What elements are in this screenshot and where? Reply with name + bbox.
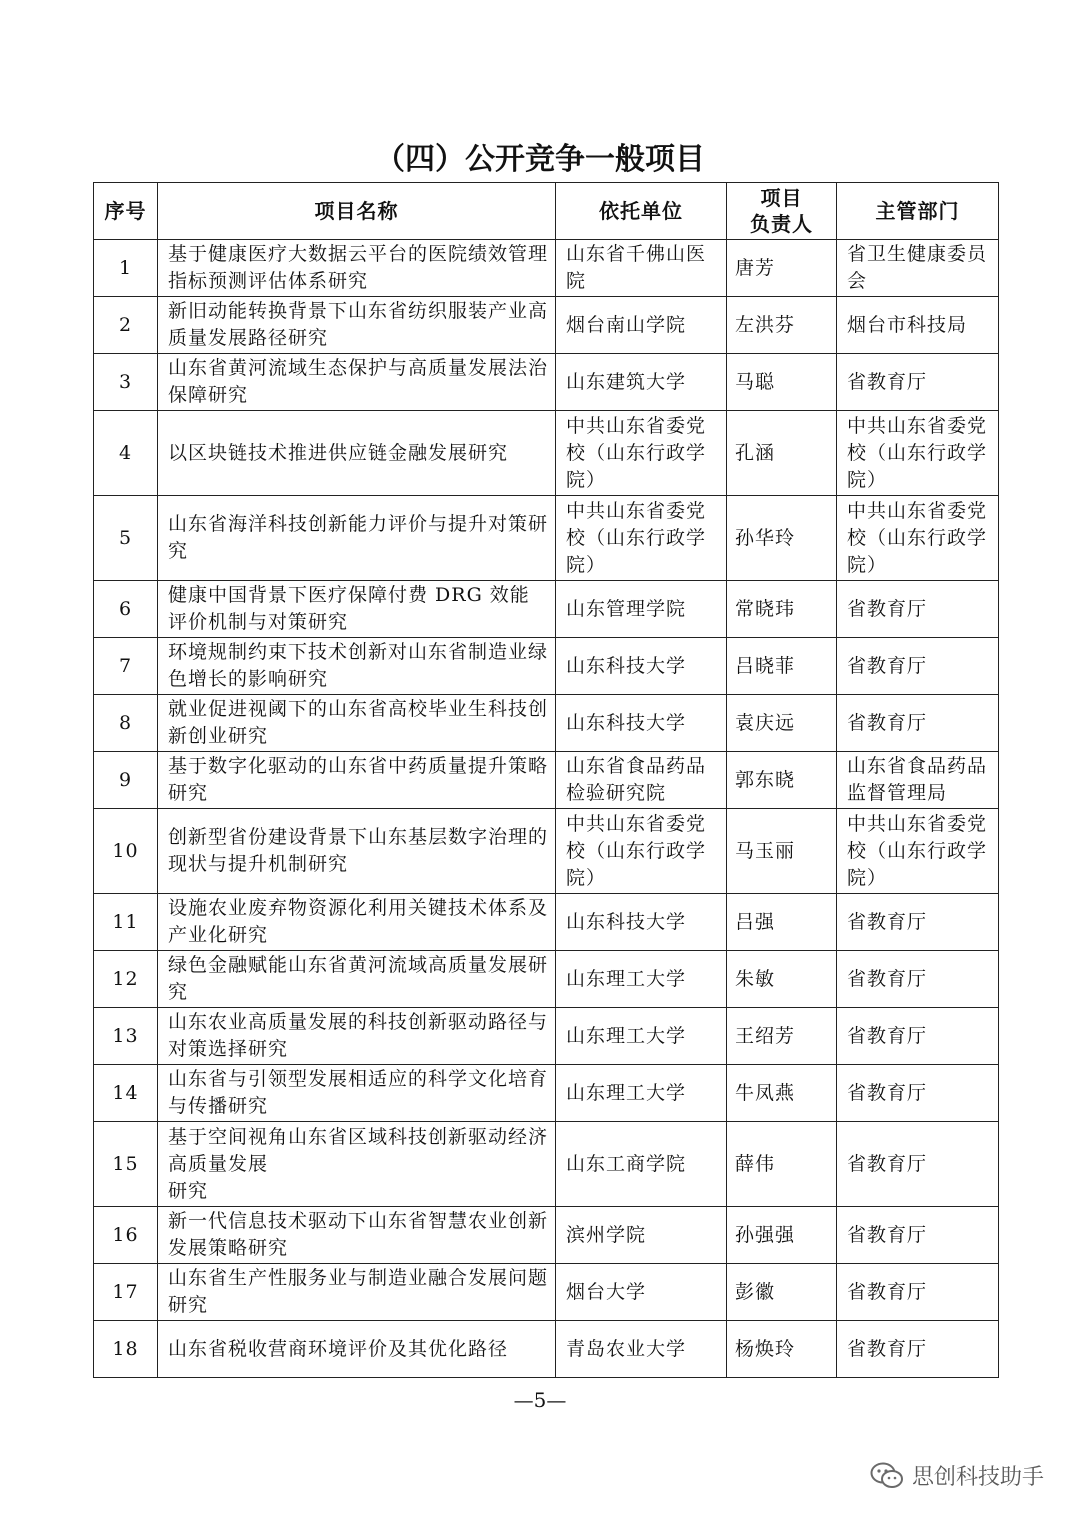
table-row xyxy=(94,1065,999,1122)
row-dept: 省教育厅 xyxy=(837,1065,999,1122)
header-dept: 主管部门 xyxy=(837,183,999,240)
row-name: 山东省与引领型发展相适应的科学文化培育与传播研究 xyxy=(158,1065,556,1122)
row-name: 就业促进视阈下的山东省高校毕业生科技创新创业研究 xyxy=(158,695,556,752)
row-person: 马玉丽 xyxy=(727,809,837,894)
row-name: 以区块链技术推进供应链金融发展研究 xyxy=(158,411,556,496)
table-row xyxy=(94,1264,999,1321)
row-unit: 山东工商学院 xyxy=(556,1122,727,1207)
row-dept: 省教育厅 xyxy=(837,951,999,1008)
table-row xyxy=(94,752,999,809)
row-dept: 中共山东省委党校（山东行政学院） xyxy=(837,809,999,894)
row-unit: 中共山东省委党校（山东行政学院） xyxy=(556,809,727,894)
header-person xyxy=(727,183,837,240)
table-row xyxy=(94,240,999,297)
table-row xyxy=(94,894,999,951)
row-dept: 中共山东省委党校（山东行政学院） xyxy=(837,411,999,496)
row-num: 5 xyxy=(94,496,158,581)
row-num: 4 xyxy=(94,411,158,496)
row-dept: 省教育厅 xyxy=(837,1122,999,1207)
row-name: 山东省海洋科技创新能力评价与提升对策研究 xyxy=(158,496,556,581)
row-name: 山东农业高质量发展的科技创新驱动路径与对策选择研究 xyxy=(158,1008,556,1065)
row-person: 朱敏 xyxy=(727,951,837,1008)
row-num: 18 xyxy=(94,1321,158,1378)
row-person: 薛伟 xyxy=(727,1122,837,1207)
table-row xyxy=(94,411,999,496)
row-person: 吕强 xyxy=(727,894,837,951)
header-person-line2: 负责人 xyxy=(750,212,813,236)
row-person: 袁庆远 xyxy=(727,695,837,752)
table-row xyxy=(94,809,999,894)
row-name: 环境规制约束下技术创新对山东省制造业绿色增长的影响研究 xyxy=(158,638,556,695)
row-num: 14 xyxy=(94,1065,158,1122)
row-person: 王绍芳 xyxy=(727,1008,837,1065)
row-person: 孙华玲 xyxy=(727,496,837,581)
row-person: 孙强强 xyxy=(727,1207,837,1264)
table-row xyxy=(94,951,999,1008)
row-person: 郭东晓 xyxy=(727,752,837,809)
row-dept: 省教育厅 xyxy=(837,1321,999,1378)
row-unit: 烟台大学 xyxy=(556,1264,727,1321)
row-person: 孔涵 xyxy=(727,411,837,496)
row-name: 创新型省份建设背景下山东基层数字治理的现状与提升机制研究 xyxy=(158,809,556,894)
row-person: 左洪芬 xyxy=(727,297,837,354)
row-dept: 省教育厅 xyxy=(837,1207,999,1264)
row-num: 8 xyxy=(94,695,158,752)
row-name: 绿色金融赋能山东省黄河流域高质量发展研究 xyxy=(158,951,556,1008)
row-unit: 山东管理学院 xyxy=(556,581,727,638)
table-row xyxy=(94,1122,999,1207)
row-num: 9 xyxy=(94,752,158,809)
row-unit: 山东科技大学 xyxy=(556,638,727,695)
header-num: 序号 xyxy=(94,183,158,240)
row-name: 山东省黄河流域生态保护与高质量发展法治保障研究 xyxy=(158,354,556,411)
row-num: 3 xyxy=(94,354,158,411)
row-person: 马聪 xyxy=(727,354,837,411)
watermark xyxy=(870,1460,1044,1491)
table-row xyxy=(94,638,999,695)
table-row xyxy=(94,1207,999,1264)
row-num: 10 xyxy=(94,809,158,894)
table-row xyxy=(94,1321,999,1378)
row-unit: 中共山东省委党校（山东行政学院） xyxy=(556,496,727,581)
row-dept: 省教育厅 xyxy=(837,695,999,752)
row-person: 常晓玮 xyxy=(727,581,837,638)
row-dept: 省教育厅 xyxy=(837,894,999,951)
row-person: 吕晓菲 xyxy=(727,638,837,695)
row-dept: 省教育厅 xyxy=(837,638,999,695)
row-name: 基于健康医疗大数据云平台的医院绩效管理指标预测评估体系研究 xyxy=(158,240,556,297)
row-name: 山东省税收营商环境评价及其优化路径 xyxy=(158,1321,556,1378)
row-dept: 省教育厅 xyxy=(837,1008,999,1065)
row-num: 1 xyxy=(94,240,158,297)
row-num: 13 xyxy=(94,1008,158,1065)
table-row xyxy=(94,1008,999,1065)
row-num: 17 xyxy=(94,1264,158,1321)
row-dept: 省卫生健康委员会 xyxy=(837,240,999,297)
row-dept: 省教育厅 xyxy=(837,1264,999,1321)
table-row xyxy=(94,354,999,411)
row-unit: 中共山东省委党校（山东行政学院） xyxy=(556,411,727,496)
header-person-line1: 项目 xyxy=(760,186,803,210)
table-row xyxy=(94,496,999,581)
page-title: （四）公开竞争一般项目 xyxy=(375,142,705,177)
row-dept: 烟台市科技局 xyxy=(837,297,999,354)
row-name: 健康中国背景下医疗保障付费 DRG 效能评价机制与对策研究 xyxy=(158,581,556,638)
row-dept: 省教育厅 xyxy=(837,581,999,638)
row-num: 12 xyxy=(94,951,158,1008)
row-person: 牛凤燕 xyxy=(727,1065,837,1122)
row-name: 山东省生产性服务业与制造业融合发展问题研究 xyxy=(158,1264,556,1321)
table-row xyxy=(94,695,999,752)
row-name: 基于数字化驱动的山东省中药质量提升策略研究 xyxy=(158,752,556,809)
row-person: 唐芳 xyxy=(727,240,837,297)
row-name: 设施农业废弃物资源化利用关键技术体系及产业化研究 xyxy=(158,894,556,951)
row-dept: 中共山东省委党校（山东行政学院） xyxy=(837,496,999,581)
row-num: 16 xyxy=(94,1207,158,1264)
row-unit: 山东省食品药品检验研究院 xyxy=(556,752,727,809)
row-unit: 青岛农业大学 xyxy=(556,1321,727,1378)
row-unit: 山东省千佛山医院 xyxy=(556,240,727,297)
row-unit: 滨州学院 xyxy=(556,1207,727,1264)
row-num: 7 xyxy=(94,638,158,695)
row-num: 11 xyxy=(94,894,158,951)
row-unit: 山东科技大学 xyxy=(556,695,727,752)
row-person: 彭徽 xyxy=(727,1264,837,1321)
header-name: 项目名称 xyxy=(158,183,556,240)
row-unit: 山东理工大学 xyxy=(556,1065,727,1122)
row-num: 6 xyxy=(94,581,158,638)
row-num: 2 xyxy=(94,297,158,354)
table-header-row xyxy=(94,183,999,240)
row-unit: 山东科技大学 xyxy=(556,894,727,951)
row-person: 杨焕玲 xyxy=(727,1321,837,1378)
wechat-icon xyxy=(870,1462,904,1490)
row-unit: 山东建筑大学 xyxy=(556,354,727,411)
row-name: 基于空间视角山东省区域科技创新驱动经济高质量发展 研究 xyxy=(158,1122,556,1207)
row-unit: 山东理工大学 xyxy=(556,951,727,1008)
page-number: —5— xyxy=(513,1388,567,1412)
row-unit: 山东理工大学 xyxy=(556,1008,727,1065)
row-dept: 省教育厅 xyxy=(837,354,999,411)
row-num: 15 xyxy=(94,1122,158,1207)
projects-table xyxy=(93,182,999,1378)
row-name: 新一代信息技术驱动下山东省智慧农业创新发展策略研究 xyxy=(158,1207,556,1264)
watermark-text: 思创科技助手 xyxy=(911,1465,1044,1490)
table-row xyxy=(94,581,999,638)
row-unit: 烟台南山学院 xyxy=(556,297,727,354)
row-name: 新旧动能转换背景下山东省纺织服装产业高质量发展路径研究 xyxy=(158,297,556,354)
table-row xyxy=(94,297,999,354)
row-dept: 山东省食品药品监督管理局 xyxy=(837,752,999,809)
header-unit: 依托单位 xyxy=(556,183,727,240)
